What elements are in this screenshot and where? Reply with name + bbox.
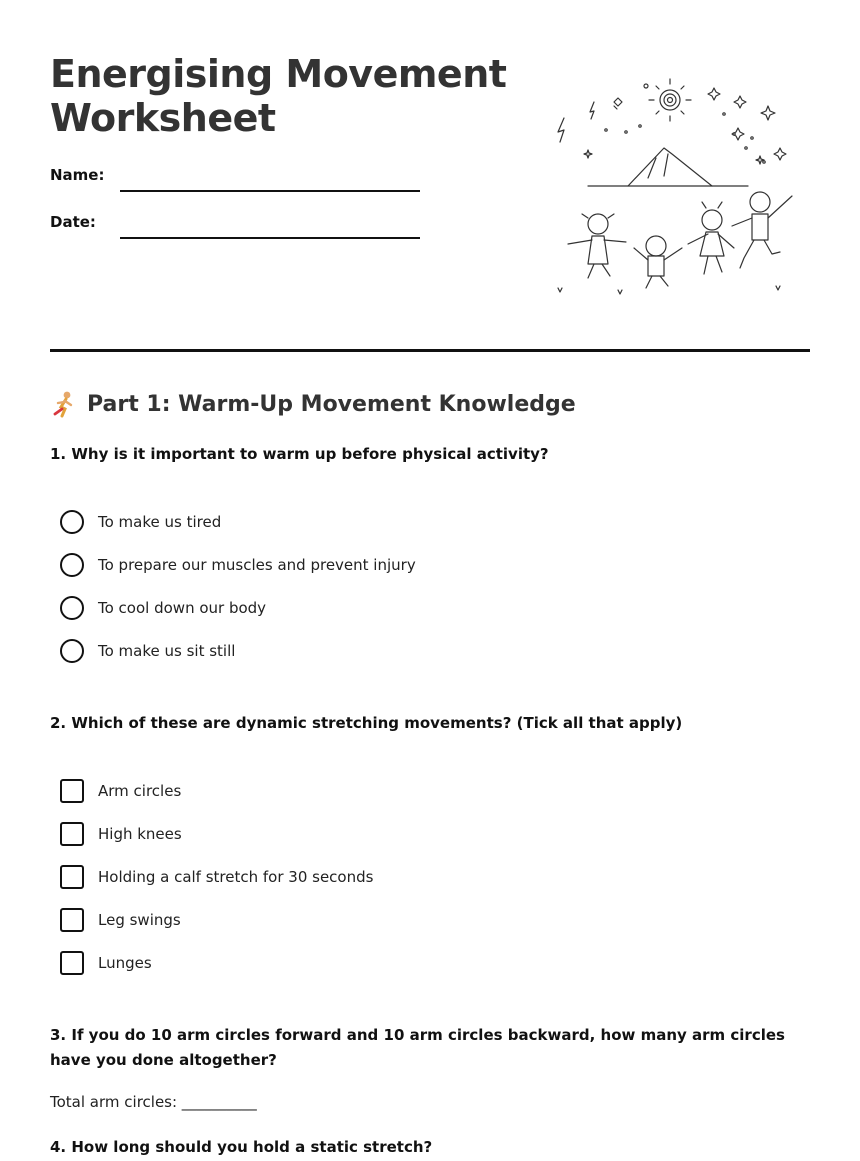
q2-option-5[interactable]: [60, 950, 152, 976]
q1-option-3[interactable]: [60, 595, 266, 621]
section-1-title: Part 1: Warm-Up Movement Knowledge: [87, 391, 576, 417]
name-field: [50, 166, 430, 196]
q2-option-1[interactable]: [60, 778, 181, 804]
mountain-icon: [628, 148, 712, 186]
checkbox[interactable]: [60, 908, 84, 932]
grass-tufts: [558, 286, 780, 294]
name-label: Name:: [50, 166, 105, 184]
lightning-icon: [558, 118, 564, 142]
q2-option-2[interactable]: [60, 821, 182, 847]
q2-option-4[interactable]: [60, 907, 181, 933]
header-divider: [50, 349, 810, 352]
radio-button[interactable]: [60, 510, 84, 534]
question-4: 4. How long should you hold a static stretch?: [50, 1138, 433, 1156]
option-label: High knees: [98, 825, 182, 843]
option-label: Leg swings: [98, 911, 181, 929]
kid-3: [688, 202, 734, 274]
option-label: To make us tired: [98, 513, 222, 531]
option-label: To cool down our body: [98, 599, 267, 617]
q1-option-4[interactable]: [60, 638, 235, 664]
radio-button[interactable]: [60, 596, 84, 620]
sun-icon: [644, 79, 691, 121]
question-1: 1. Why is it important to warm up before physical activity?: [50, 445, 549, 463]
q2-option-3[interactable]: [60, 864, 373, 890]
kids-jumping-illustration: [548, 74, 800, 300]
radio-button[interactable]: [60, 639, 84, 663]
checkbox[interactable]: [60, 779, 84, 803]
checkbox[interactable]: [60, 865, 84, 889]
date-field: [50, 213, 430, 243]
section-1-heading: [50, 390, 576, 418]
kid-1: [568, 214, 626, 278]
worksheet-title: Energising Movement Worksheet: [50, 52, 507, 140]
q1-option-2[interactable]: [60, 552, 416, 578]
kid-4: [732, 192, 792, 268]
q1-option-1[interactable]: [60, 509, 221, 535]
option-label: Holding a calf stretch for 30 seconds: [98, 868, 374, 886]
runner-icon: [50, 390, 78, 418]
option-label: To make us sit still: [98, 642, 236, 660]
radio-button[interactable]: [60, 553, 84, 577]
question-2: 2. Which of these are dynamic stretching movements? (Tick all that apply): [50, 714, 683, 732]
option-label: To prepare our muscles and prevent injury: [98, 556, 416, 574]
star-icon: [708, 88, 720, 100]
name-line[interactable]: [120, 190, 420, 192]
kid-2: [634, 236, 682, 288]
date-line[interactable]: [120, 237, 420, 239]
question-3: 3. If you do 10 arm circles forward and 10 arm circles backward, how many arm circles have you done altogether?: [50, 1026, 785, 1069]
date-label: Date:: [50, 213, 96, 231]
option-label: Arm circles: [98, 782, 182, 800]
checkbox[interactable]: [60, 822, 84, 846]
q3-answer-field[interactable]: Total arm circles: __________: [50, 1093, 257, 1111]
option-label: Lunges: [98, 954, 152, 972]
checkbox[interactable]: [60, 951, 84, 975]
